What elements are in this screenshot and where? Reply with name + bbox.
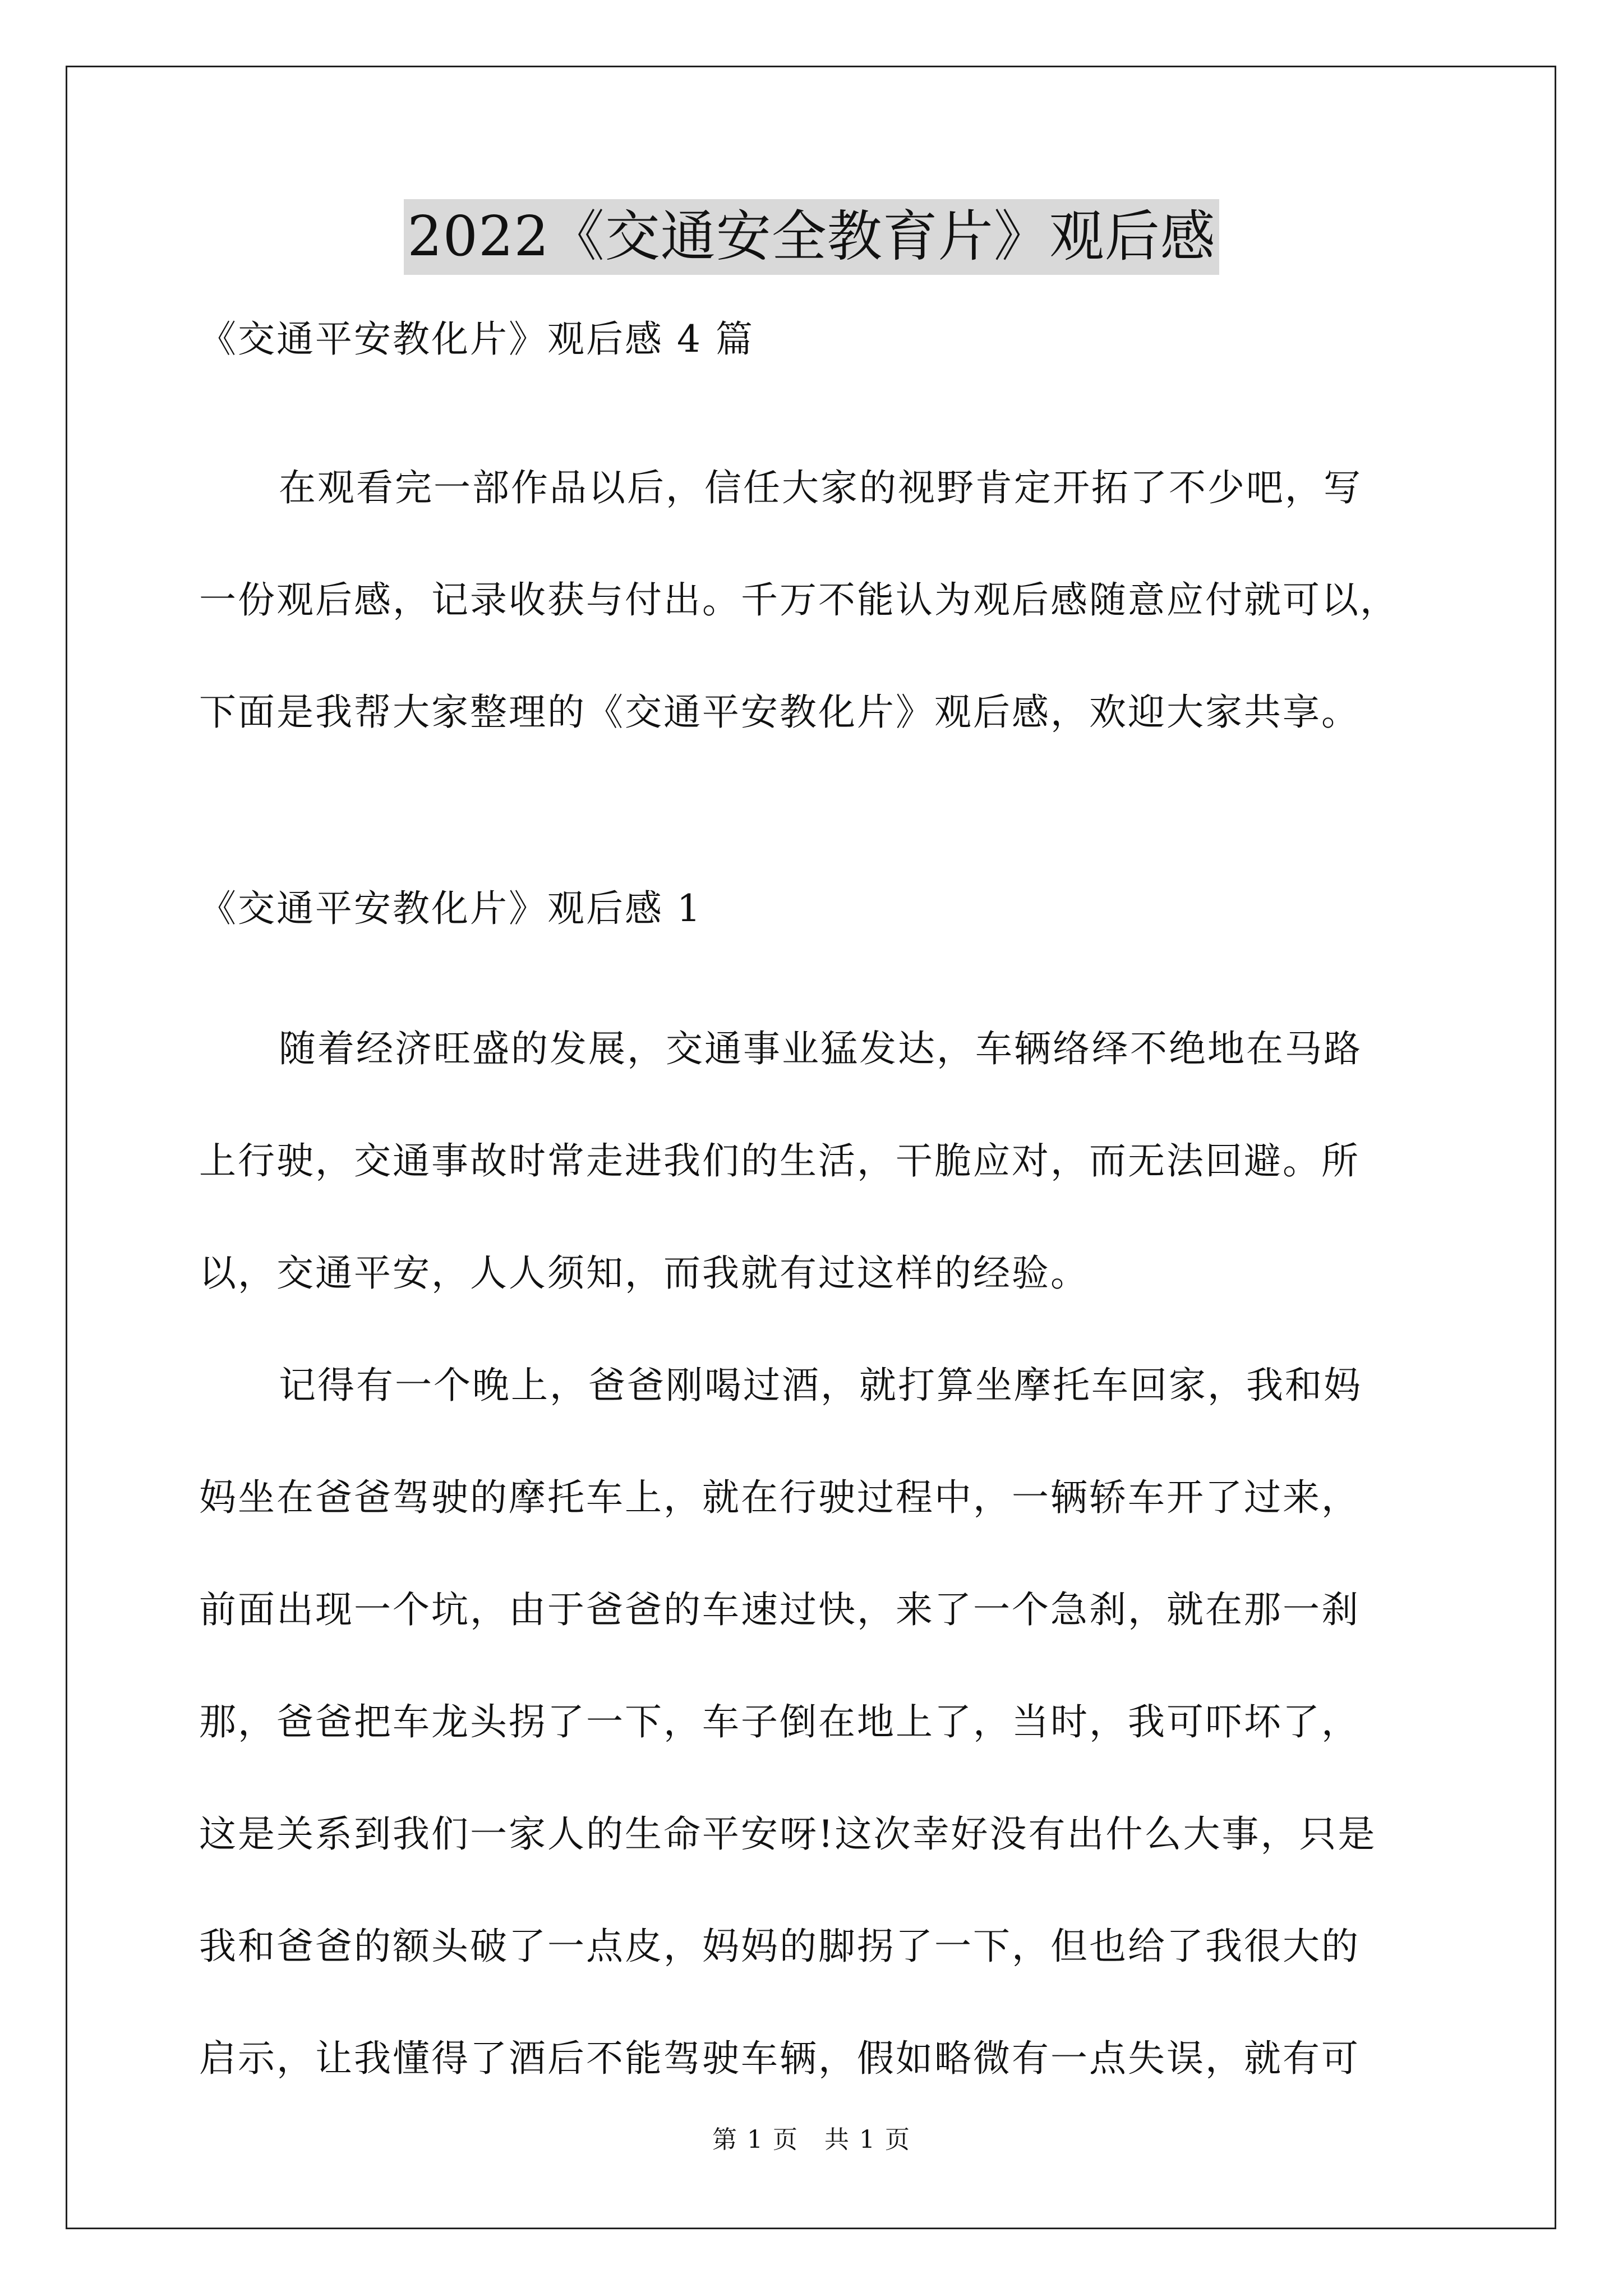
body-line: 前面出现一个坑，由于爸爸的车速过快，来了一个急刹，就在那一刹 — [199, 1588, 1360, 1631]
title-wrap — [0, 199, 1623, 275]
intro-line: 下面是我帮大家整理的《交通平安教化片》观后感，欢迎大家共享。 — [199, 691, 1360, 734]
page-footer: 第 1 页 共 1 页 — [712, 2125, 911, 2154]
intro-line: 在观看完一部作品以后，信任大家的视野肯定开拓了不少吧，写 — [279, 466, 1362, 509]
body-line: 记得有一个晚上，爸爸刚喝过酒，就打算坐摩托车回家，我和妈 — [279, 1364, 1362, 1407]
intro-paragraph — [199, 432, 1433, 769]
body-line: 以，交通平安，人人须知，而我就有过这样的经验。 — [199, 1251, 1089, 1295]
intro-line: 一份观后感，记录收获与付出。千万不能认为观后感随意应付就可以， — [199, 578, 1399, 622]
section-title: 《交通平安教化片》观后感 1 — [199, 887, 702, 930]
body-line: 上行驶，交通事故时常走进我们的生活，干脆应对，而无法回避。所 — [199, 1139, 1360, 1182]
body-line: 那，爸爸把车龙头拐了一下，车子倒在地上了，当时，我可吓坏了， — [199, 1700, 1360, 1743]
subtitle: 《交通平安教化片》观后感 4 篇 — [199, 318, 754, 361]
body-line: 这是关系到我们一家人的生命平安呀!这次幸好没有出什么大事，只是 — [199, 1812, 1377, 1856]
body-line: 妈坐在爸爸驾驶的摩托车上，就在行驶过程中，一辆轿车开了过来， — [199, 1476, 1360, 1519]
body-line: 随着经济旺盛的发展，交通事业猛发达，车辆络绎不绝地在马路 — [279, 1027, 1362, 1070]
body-line: 启示，让我懂得了酒后不能驾驶车辆，假如略微有一点失误，就有可 — [199, 2037, 1360, 2080]
document-title: 2022《交通安全教育片》观后感 — [404, 199, 1219, 275]
body-paragraphs — [199, 993, 1433, 2115]
body-line: 我和爸爸的额头破了一点皮，妈妈的脚拐了一下，但也给了我很大的 — [199, 1925, 1360, 1968]
